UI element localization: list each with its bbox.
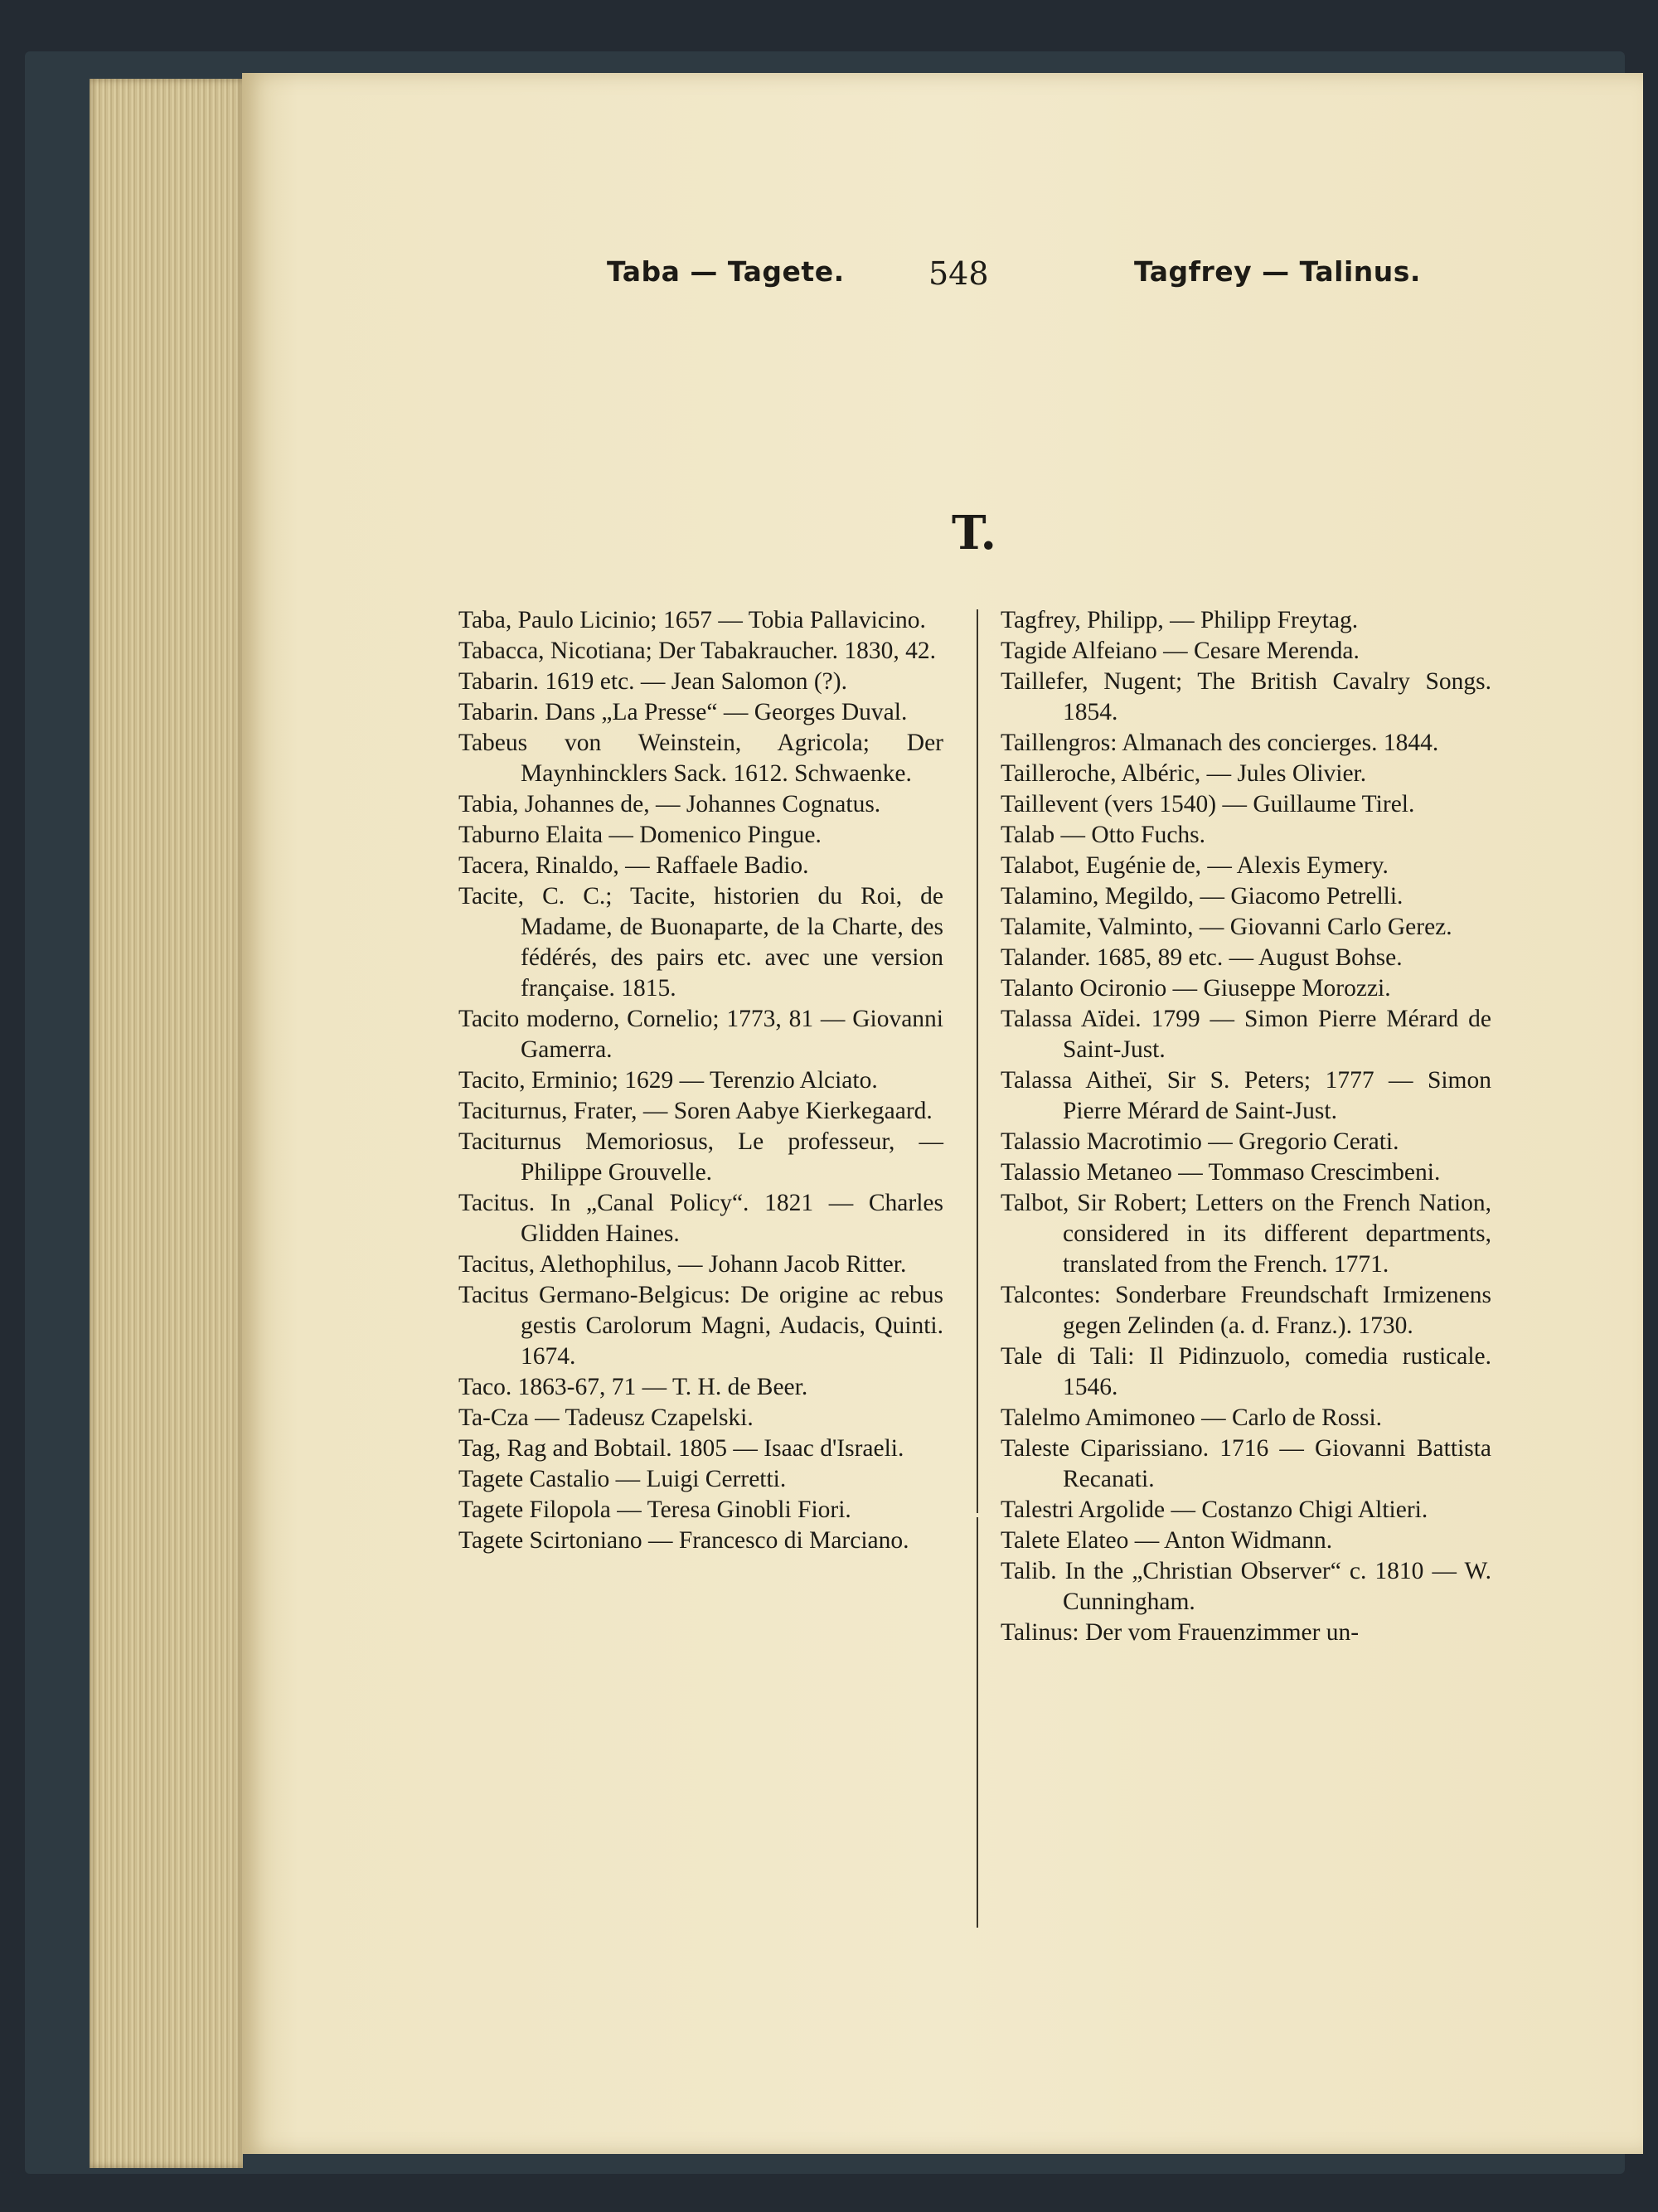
entry: Taciturnus Memoriosus, Le professeur, — Philippe Grouvelle. [458, 1128, 943, 1186]
entry: Ta-Cza — Tadeusz Czapelski. [458, 1404, 754, 1431]
column-rule [977, 1517, 978, 1928]
entry: Tacitus, Alethophilus, — Johann Jacob Ritter. [458, 1251, 907, 1278]
entry: Tacito moderno, Cornelio; 1773, 81 — Giovanni Gamerra. [458, 1006, 943, 1063]
entry: Talab — Otto Fuchs. [1001, 822, 1206, 848]
entry: Tabacca, Nicotiana; Der Tabakraucher. 1830, 42. [458, 638, 937, 664]
entry: Taburno Elaita — Domenico Pingue. [458, 822, 822, 848]
entry: Taillengros: Almanach des concierges. 1844. [1001, 730, 1439, 756]
entry: Tabarin. Dans „La Presse“ — Georges Duval. [458, 699, 908, 725]
entry: Talinus: Der vom Frauenzimmer un- [1001, 1619, 1360, 1646]
page-edges [90, 79, 243, 2168]
entry: Talabot, Eugénie de, — Alexis Eymery. [1001, 852, 1389, 879]
right-column [1001, 605, 1491, 1648]
entry: Tacito, Erminio; 1629 — Terenzio Alciato. [458, 1067, 878, 1094]
entry: Taba, Paulo Licinio; 1657 — Tobia Pallavicino. [458, 607, 926, 633]
entry: Talanto Ocironio — Giuseppe Morozzi. [1001, 975, 1391, 1002]
entry: Tailleroche, Albéric, — Jules Olivier. [1001, 760, 1367, 787]
entry: Tabarin. 1619 etc. — Jean Salomon (?). [458, 668, 847, 695]
entry: Talestri Argolide — Costanzo Chigi Altieri. [1001, 1496, 1428, 1523]
entry: Taleste Ciparissiano. 1716 — Giovanni Battista Recanati. [1001, 1435, 1491, 1492]
entry: Tagide Alfeiano — Cesare Merenda. [1001, 638, 1360, 664]
section-letter: T. [952, 506, 996, 560]
entry: Tagete Filopola — Teresa Ginobli Fiori. [458, 1496, 851, 1523]
entry: Tag, Rag and Bobtail. 1805 — Isaac d'Israeli. [458, 1435, 904, 1462]
entry: Talete Elateo — Anton Widmann. [1001, 1527, 1333, 1554]
entry: Talbot, Sir Robert; Letters on the French Nation, considered in its different departments, translated from the French. 1771. [1001, 1190, 1491, 1278]
entry: Tacitus Germano-Belgicus: De origine ac rebus gestis Carolorum Magni, Audacis, Quinti. 1674. [458, 1282, 943, 1370]
entry: Talelmo Amimoneo — Carlo de Rossi. [1001, 1404, 1383, 1431]
entry: Taillefer, Nugent; The British Cavalry Songs. 1854. [1001, 668, 1491, 725]
entry: Talassa Aitheï, Sir S. Peters; 1777 — Simon Pierre Mérard de Saint-Just. [1001, 1067, 1491, 1124]
entry: Talassa Aïdei. 1799 — Simon Pierre Mérard de Saint-Just. [1001, 1006, 1491, 1063]
entry: Talcontes: Sonderbare Freundschaft Irmizenens gegen Zelinden (a. d. Franz.). 1730. [1001, 1282, 1491, 1339]
entry: Tagete Scirtoniano — Francesco di Marciano. [458, 1527, 909, 1554]
entry: Tacitus. In „Canal Policy“. 1821 — Charles Glidden Haines. [458, 1190, 943, 1247]
entry: Talamite, Valminto, — Giovanni Carlo Gerez. [1001, 914, 1452, 940]
entry: Tale di Tali: Il Pidinzuolo, comedia rusticale. 1546. [1001, 1343, 1491, 1400]
entry: Tacite, C. C.; Tacite, historien du Roi, de Madame, de Buonaparte, de la Charte, des fédérés, des pairs etc. avec une version française. 1815. [458, 883, 943, 1002]
entry: Talander. 1685, 89 etc. — August Bohse. [1001, 944, 1403, 971]
entry: Tabeus von Weinstein, Agricola; Der Maynhincklers Sack. 1612. Schwaenke. [458, 730, 943, 787]
column-rule [977, 609, 978, 1513]
entry: Talib. In the „Christian Observer“ c. 1810 — W. Cunningham. [1001, 1558, 1491, 1615]
entry: Tagete Castalio — Luigi Cerretti. [458, 1466, 787, 1492]
entry: Taillevent (vers 1540) — Guillaume Tirel. [1001, 791, 1415, 817]
entry: Tabia, Johannes de, — Johannes Cognatus. [458, 791, 881, 817]
entry: Talassio Macrotimio — Gregorio Cerati. [1001, 1128, 1399, 1155]
entry: Tacera, Rinaldo, — Raffaele Badio. [458, 852, 809, 879]
page-number: 548 [928, 255, 989, 292]
entry: Talamino, Megildo, — Giacomo Petrelli. [1001, 883, 1403, 910]
entry: Taco. 1863-67, 71 — T. H. de Beer. [458, 1374, 808, 1400]
running-head-right: Tagfrey — Talinus. [1134, 255, 1421, 288]
entry: Tagfrey, Philipp, — Philipp Freytag. [1001, 607, 1359, 633]
running-head-left: Taba — Tagete. [607, 255, 845, 288]
entry: Talassio Metaneo — Tommaso Crescimbeni. [1001, 1159, 1441, 1186]
left-column [458, 605, 943, 1556]
entry: Taciturnus, Frater, — Soren Aabye Kierkegaard. [458, 1098, 933, 1124]
